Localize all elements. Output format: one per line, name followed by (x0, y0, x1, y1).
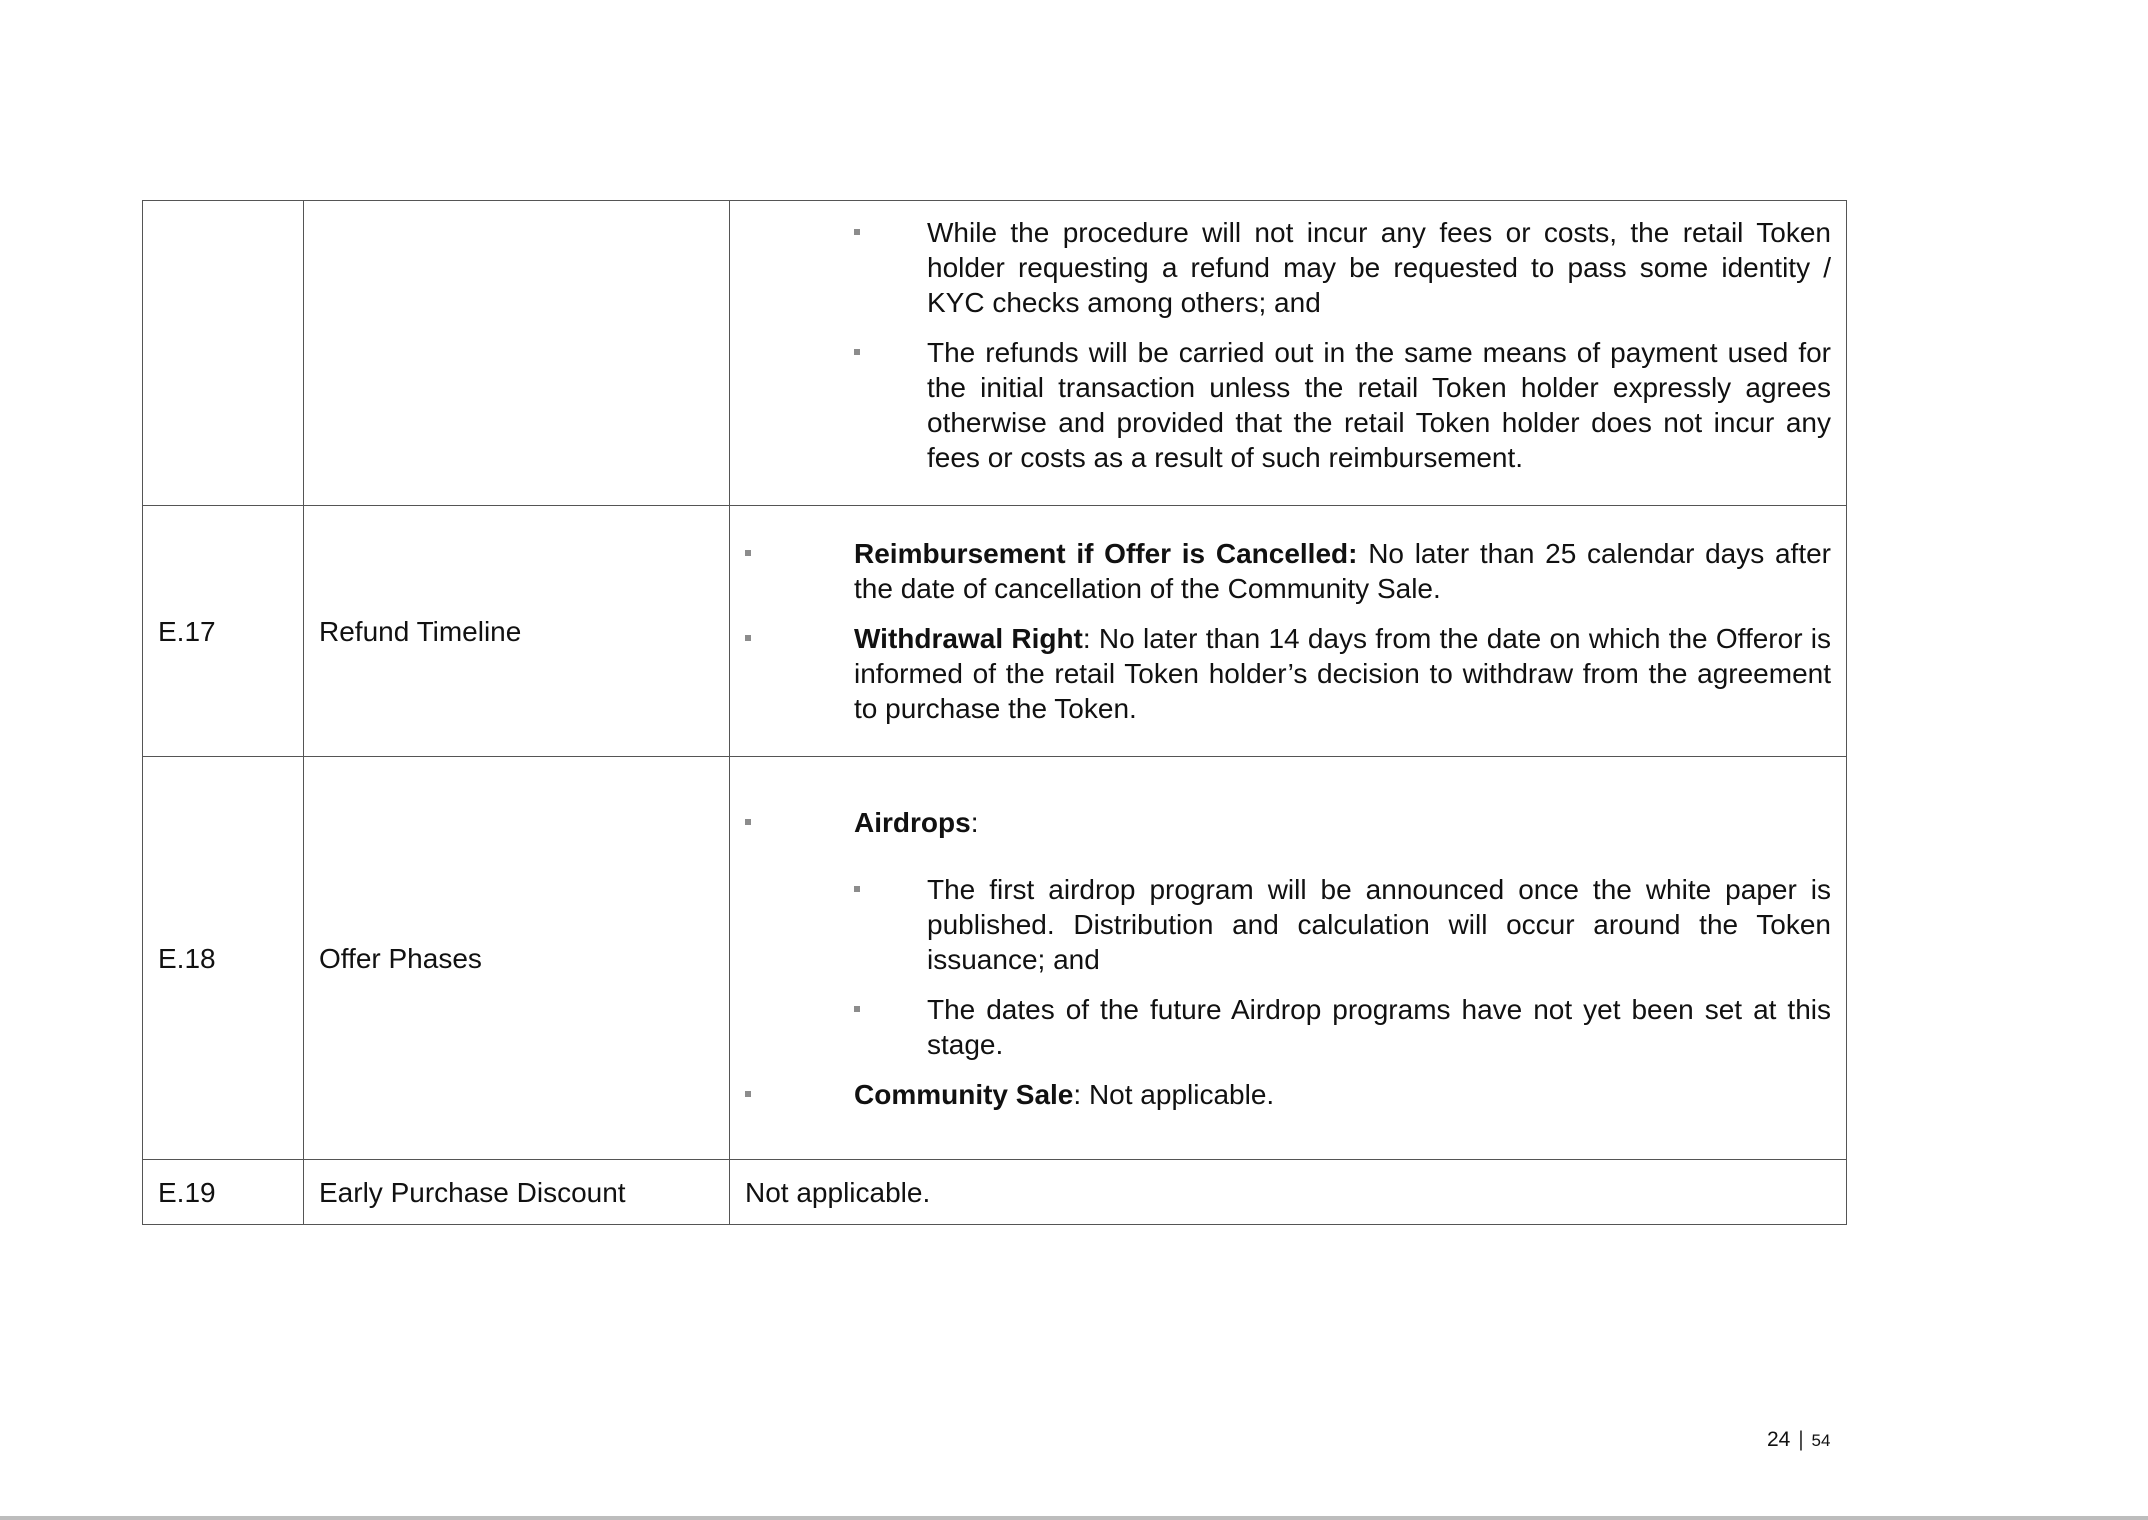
page-number (1767, 1428, 1830, 1452)
page-separator: | (1798, 1428, 1804, 1451)
bullet-text: : (970, 806, 979, 838)
total-pages: 54 (1811, 1431, 1831, 1450)
content-cell-continuation (730, 201, 1847, 506)
table-row-continuation (143, 201, 1847, 506)
row-id: E.19 (143, 1160, 304, 1225)
bullet-title: Community Sale (854, 1078, 1074, 1110)
list-item: The refunds will be carried out in the same means of payment used for the initial transaction unless the retail Token holder expressly agrees otherwise and provided that the retail Token holder does not incur any fees or costs as a result of such reimbursement. (745, 335, 1831, 475)
list-item (745, 621, 1831, 726)
label-cell-empty (304, 201, 730, 506)
table-row-e17 (143, 506, 1847, 757)
bullet-title: Airdrops (854, 806, 971, 838)
current-page: 24 (1767, 1428, 1791, 1451)
bullet-text: : No later than 14 days from the date on which the Offeror is informed of the retail Token holder’s decision to withdraw from the agreement to purchase the Token. (854, 623, 1831, 724)
row-content (730, 506, 1847, 757)
page-bottom-edge (0, 1516, 2148, 1520)
row-label: Refund Timeline (304, 506, 730, 757)
list-item (745, 536, 1831, 606)
row-label: Offer Phases (304, 757, 730, 1160)
table-row-e19 (143, 1160, 1847, 1225)
row-content: Not applicable. (730, 1160, 1847, 1225)
bullet-title: Withdrawal Right (854, 623, 1083, 654)
bullet-text: : Not applicable. (1073, 1078, 1275, 1110)
row-id: E.18 (143, 757, 304, 1160)
list-item: The dates of the future Airdrop programs have not yet been set at this stage. (745, 992, 1831, 1062)
list-item: The first airdrop program will be announced once the white paper is published. Distribution and calculation will occur around the Token issuance; and (745, 872, 1831, 977)
bullet-title: Reimbursement if Offer is Cancelled: (854, 538, 1358, 569)
row-label: Early Purchase Discount (304, 1160, 730, 1225)
list-item: While the procedure will not incur any fees or costs, the retail Token holder requesting a refund may be requested to pass some identity / KYC checks among others; and (745, 215, 1831, 320)
row-id: E.17 (143, 506, 304, 757)
list-item (745, 1077, 1831, 1112)
id-cell-empty (143, 201, 304, 506)
document-table (142, 200, 1847, 1225)
table-row-e18 (143, 757, 1847, 1160)
row-content (730, 757, 1847, 1160)
bullet-text: No later than 25 calendar days after the date of cancellation of the Community Sale. (854, 538, 1832, 604)
list-item (745, 805, 1831, 840)
